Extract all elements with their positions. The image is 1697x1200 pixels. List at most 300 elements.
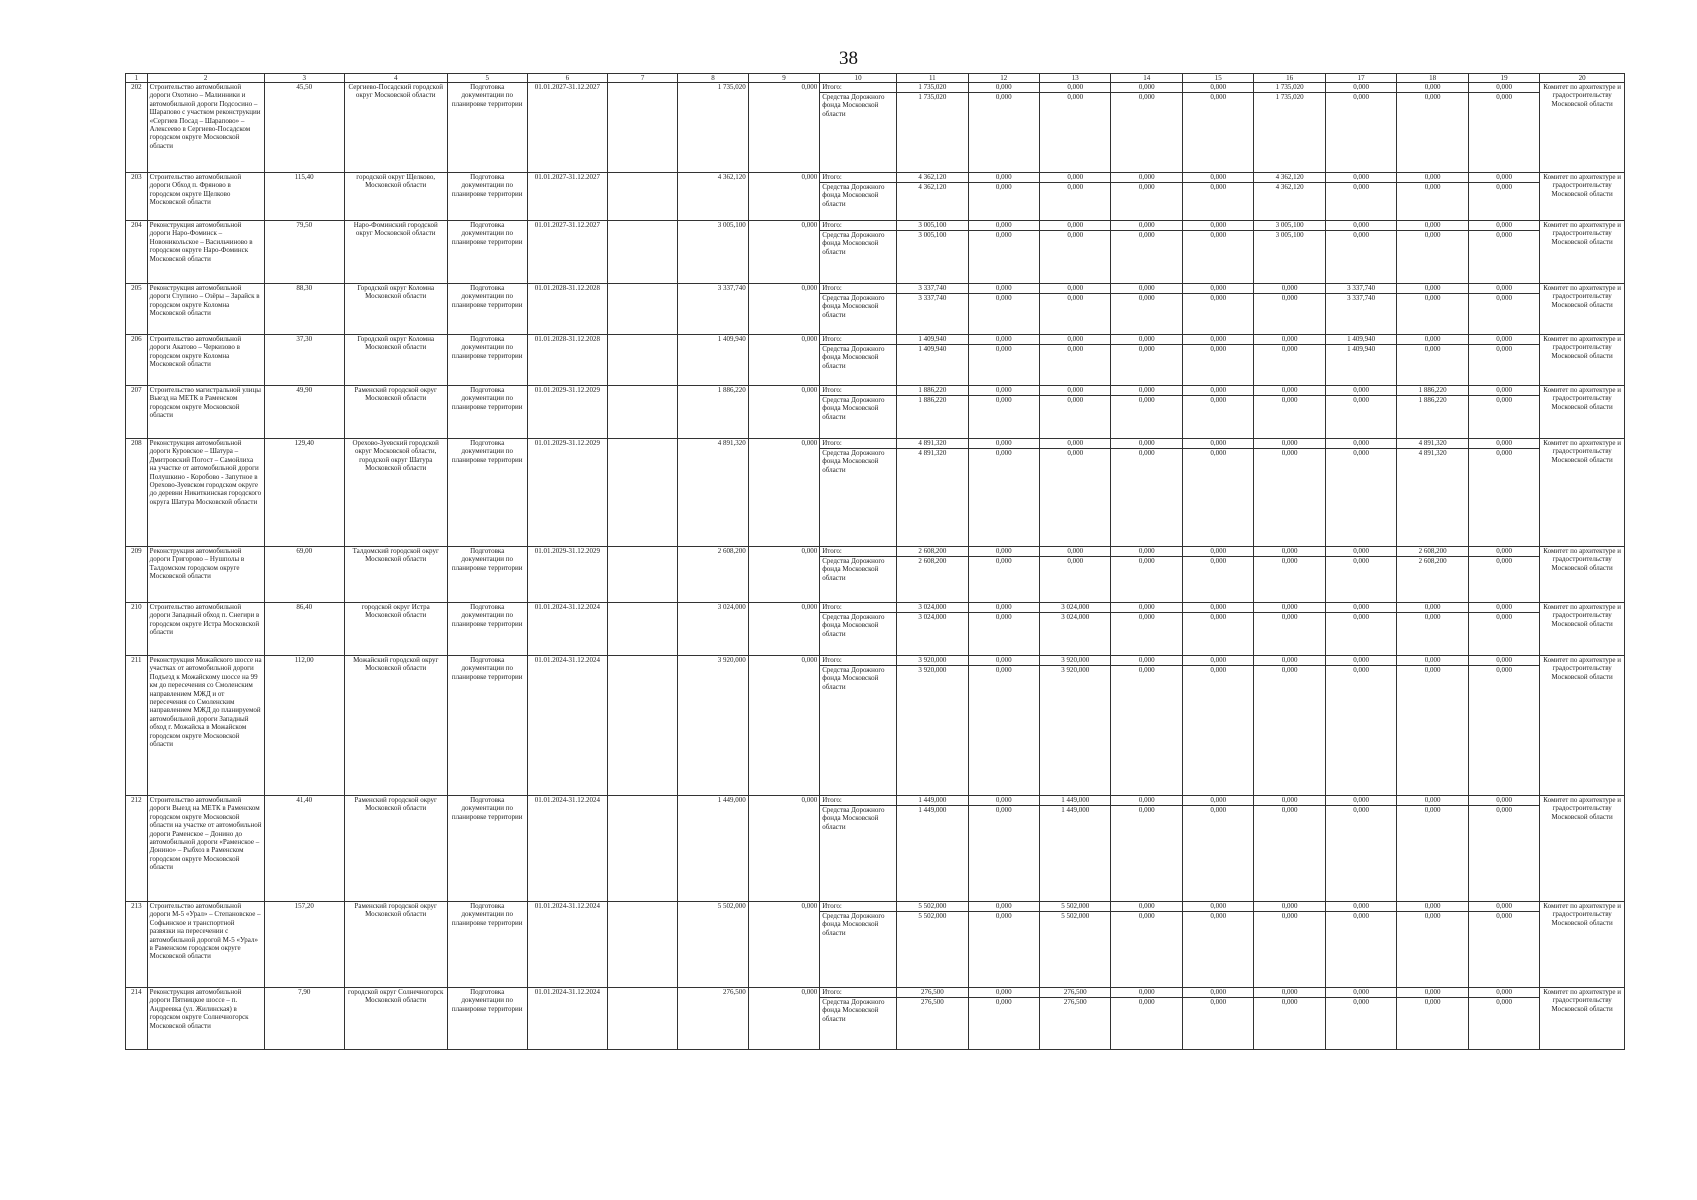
column-number-2: 2 xyxy=(147,74,264,83)
year-amount-14 xyxy=(1111,83,1182,173)
year-amount-17 xyxy=(1325,335,1396,386)
year-amount-15-fund: 0,000 xyxy=(1210,345,1227,353)
year-amount-19 xyxy=(1468,386,1539,439)
funding-source-total: Итого: xyxy=(820,902,896,912)
year-amount-13-fund: 0,000 xyxy=(1067,294,1084,302)
funding-source-total: Итого: xyxy=(820,796,896,806)
object-length: 157,20 xyxy=(264,902,344,988)
year-amount-11 xyxy=(897,386,968,439)
funding-source-fund: Средства Дорожного фонда Московской области xyxy=(822,396,885,421)
year-amount-19 xyxy=(1468,603,1539,656)
year-amount-16-fund: 3 005,100 xyxy=(1275,231,1304,239)
year-amount-11-total: 4 891,320 xyxy=(897,439,967,449)
year-amount-13 xyxy=(1040,221,1111,284)
table-row xyxy=(126,902,1625,988)
year-amount-15-fund: 0,000 xyxy=(1210,806,1227,814)
year-amount-11-total: 1 735,020 xyxy=(897,83,967,93)
municipality: Орехово-Зуевский городской округ Московской области, городской округ Шатура Московской области xyxy=(344,439,447,547)
year-amount-17-fund: 0,000 xyxy=(1353,396,1369,404)
year-amount-17-total: 0,000 xyxy=(1326,796,1396,806)
year-amount-14-fund: 0,000 xyxy=(1138,557,1155,565)
column-9: 0,000 xyxy=(748,439,819,547)
object-name: Строительство автомобильной дороги Акатово – Черкизово в городском округе Коломна Московской области xyxy=(147,335,264,386)
year-amount-12-fund: 0,000 xyxy=(995,294,1012,302)
year-amount-12-fund: 0,000 xyxy=(995,231,1012,239)
funding-source-total: Итого: xyxy=(820,83,896,93)
column-number-11: 11 xyxy=(897,74,968,83)
object-length: 88,30 xyxy=(264,284,344,335)
year-amount-13-total: 0,000 xyxy=(1040,386,1110,396)
column-9: 0,000 xyxy=(748,221,819,284)
year-amount-19 xyxy=(1468,335,1539,386)
work-stage: Подготовка документации по планировке территории xyxy=(447,221,527,284)
year-amount-19-fund: 0,000 xyxy=(1496,396,1512,404)
year-amount-16 xyxy=(1254,173,1325,221)
year-amount-17-total: 0,000 xyxy=(1326,83,1396,93)
year-amount-14-total: 0,000 xyxy=(1111,83,1181,93)
row-number: 214 xyxy=(126,988,148,1050)
year-amount-19-fund: 0,000 xyxy=(1496,613,1512,621)
year-amount-18-fund: 0,000 xyxy=(1424,998,1441,1006)
year-amount-11-total: 2 608,200 xyxy=(897,547,967,557)
year-amount-19-total: 0,000 xyxy=(1469,221,1539,231)
year-amount-11 xyxy=(897,796,968,902)
funding-source xyxy=(820,83,897,173)
year-amount-16-total: 0,000 xyxy=(1254,284,1324,294)
year-amount-14-total: 0,000 xyxy=(1111,284,1181,294)
object-name: Строительство автомобильной дороги Охотино – Малинники и автомобильной дороги Подсосино – Шарапово с участком реконструкции «Сергиев Посад – Шарапово» – Алексеево в Сергиево-Посадском городском округе Московской области xyxy=(147,83,264,173)
year-amount-15-total: 0,000 xyxy=(1183,547,1253,557)
year-amount-19-total: 0,000 xyxy=(1469,902,1539,912)
year-amount-18-fund: 1 886,220 xyxy=(1418,396,1447,404)
responsible-executor: Комитет по архитектуре и градостроительству Московской области xyxy=(1540,173,1625,221)
year-amount-13-fund: 276,500 xyxy=(1063,998,1087,1006)
year-amount-16-fund: 0,000 xyxy=(1281,449,1298,457)
year-amount-17-total: 0,000 xyxy=(1326,439,1396,449)
year-amount-14-fund: 0,000 xyxy=(1138,998,1155,1006)
object-name: Строительство автомобильной дороги Западный обход п. Снегири в городском округе Истра Московской области xyxy=(147,603,264,656)
year-amount-13-fund: 0,000 xyxy=(1067,557,1084,565)
year-amount-14 xyxy=(1111,173,1182,221)
year-amount-16-fund: 0,000 xyxy=(1281,998,1298,1006)
year-amount-15 xyxy=(1182,221,1253,284)
year-amount-11-fund: 3 024,000 xyxy=(918,613,947,621)
row-number: 208 xyxy=(126,439,148,547)
municipality: Сергиево-Посадский городской округ Московской области xyxy=(344,83,447,173)
year-amount-18-total: 4 891,320 xyxy=(1397,439,1467,449)
year-amount-13 xyxy=(1040,988,1111,1050)
year-amount-15-fund: 0,000 xyxy=(1210,998,1227,1006)
column-number-10: 10 xyxy=(820,74,897,83)
year-amount-17-total: 0,000 xyxy=(1326,547,1396,557)
year-amount-14-total: 0,000 xyxy=(1111,386,1181,396)
year-amount-14 xyxy=(1111,988,1182,1050)
year-amount-19 xyxy=(1468,284,1539,335)
work-period: 01.01.2029-31.12.2029 xyxy=(527,547,607,603)
year-amount-15 xyxy=(1182,173,1253,221)
year-amount-17 xyxy=(1325,902,1396,988)
year-amount-12 xyxy=(968,988,1039,1050)
column-7 xyxy=(607,386,677,439)
funding-source xyxy=(820,439,897,547)
column-7 xyxy=(607,988,677,1050)
year-amount-12-total: 0,000 xyxy=(969,386,1039,396)
work-period: 01.01.2029-31.12.2029 xyxy=(527,439,607,547)
municipality: Талдомский городской округ Московской области xyxy=(344,547,447,603)
year-amount-19-total: 0,000 xyxy=(1469,796,1539,806)
year-amount-17-fund: 0,000 xyxy=(1353,806,1369,814)
responsible-executor: Комитет по архитектуре и градостроительству Московской области xyxy=(1540,221,1625,284)
year-amount-16-total: 0,000 xyxy=(1254,656,1324,666)
column-number-8: 8 xyxy=(678,74,748,83)
year-amount-16-fund: 0,000 xyxy=(1281,666,1298,674)
funding-source-fund: Средства Дорожного фонда Московской области xyxy=(822,345,885,370)
year-amount-11-fund: 1 449,000 xyxy=(918,806,947,814)
work-period: 01.01.2029-31.12.2029 xyxy=(527,386,607,439)
year-amount-18-total: 0,000 xyxy=(1397,284,1467,294)
year-amount-14 xyxy=(1111,284,1182,335)
funding-source-fund: Средства Дорожного фонда Московской области xyxy=(822,912,885,937)
funding-source xyxy=(820,603,897,656)
column-7 xyxy=(607,221,677,284)
year-amount-18-total: 0,000 xyxy=(1397,173,1467,183)
year-amount-14 xyxy=(1111,335,1182,386)
year-amount-17 xyxy=(1325,796,1396,902)
column-9: 0,000 xyxy=(748,173,819,221)
estimated-cost: 1 886,220 xyxy=(678,386,748,439)
year-amount-13 xyxy=(1040,656,1111,796)
year-amount-15-fund: 0,000 xyxy=(1210,183,1227,191)
responsible-executor: Комитет по архитектуре и градостроительству Московской области xyxy=(1540,902,1625,988)
year-amount-19-total: 0,000 xyxy=(1469,988,1539,998)
work-stage: Подготовка документации по планировке территории xyxy=(447,173,527,221)
year-amount-14 xyxy=(1111,656,1182,796)
work-period: 01.01.2027-31.12.2027 xyxy=(527,83,607,173)
year-amount-16 xyxy=(1254,386,1325,439)
year-amount-19 xyxy=(1468,656,1539,796)
year-amount-14-total: 0,000 xyxy=(1111,173,1181,183)
year-amount-12-total: 0,000 xyxy=(969,902,1039,912)
funding-source xyxy=(820,386,897,439)
column-number-1: 1 xyxy=(126,74,148,83)
year-amount-15-total: 0,000 xyxy=(1183,335,1253,345)
year-amount-16-total: 0,000 xyxy=(1254,439,1324,449)
row-number: 210 xyxy=(126,603,148,656)
year-amount-15 xyxy=(1182,335,1253,386)
work-period: 01.01.2027-31.12.2027 xyxy=(527,173,607,221)
year-amount-12-total: 0,000 xyxy=(969,796,1039,806)
year-amount-18-total: 0,000 xyxy=(1397,902,1467,912)
year-amount-12-total: 0,000 xyxy=(969,284,1039,294)
year-amount-11 xyxy=(897,656,968,796)
work-period: 01.01.2024-31.12.2024 xyxy=(527,988,607,1050)
year-amount-13 xyxy=(1040,902,1111,988)
column-7 xyxy=(607,656,677,796)
year-amount-12-total: 0,000 xyxy=(969,173,1039,183)
column-7 xyxy=(607,603,677,656)
year-amount-13 xyxy=(1040,83,1111,173)
responsible-executor: Комитет по архитектуре и градостроительству Московской области xyxy=(1540,656,1625,796)
funding-source xyxy=(820,902,897,988)
work-stage: Подготовка документации по планировке территории xyxy=(447,386,527,439)
year-amount-14-fund: 0,000 xyxy=(1138,912,1155,920)
year-amount-17-total: 0,000 xyxy=(1326,386,1396,396)
year-amount-15-total: 0,000 xyxy=(1183,603,1253,613)
year-amount-14-fund: 0,000 xyxy=(1138,183,1155,191)
year-amount-17-total: 0,000 xyxy=(1326,988,1396,998)
work-stage: Подготовка документации по планировке территории xyxy=(447,988,527,1050)
table-row xyxy=(126,439,1625,547)
year-amount-15 xyxy=(1182,386,1253,439)
year-amount-16-total: 0,000 xyxy=(1254,547,1324,557)
year-amount-12 xyxy=(968,284,1039,335)
column-9: 0,000 xyxy=(748,83,819,173)
year-amount-12 xyxy=(968,386,1039,439)
year-amount-16-fund: 1 735,020 xyxy=(1275,93,1304,101)
year-amount-13-total: 276,500 xyxy=(1040,988,1110,998)
column-number-18: 18 xyxy=(1397,74,1468,83)
year-amount-18 xyxy=(1397,796,1468,902)
table-row xyxy=(126,796,1625,902)
year-amount-18 xyxy=(1397,902,1468,988)
estimated-cost: 3 337,740 xyxy=(678,284,748,335)
responsible-executor: Комитет по архитектуре и градостроительству Московской области xyxy=(1540,439,1625,547)
year-amount-11-total: 3 337,740 xyxy=(897,284,967,294)
year-amount-16-fund: 0,000 xyxy=(1281,396,1298,404)
estimated-cost: 1 409,940 xyxy=(678,335,748,386)
year-amount-19-fund: 0,000 xyxy=(1496,345,1512,353)
year-amount-16-total: 3 005,100 xyxy=(1254,221,1324,231)
year-amount-19 xyxy=(1468,902,1539,988)
year-amount-18-fund: 0,000 xyxy=(1424,294,1441,302)
table-row xyxy=(126,83,1625,173)
year-amount-13-fund: 0,000 xyxy=(1067,93,1084,101)
estimated-cost: 3 005,100 xyxy=(678,221,748,284)
column-number-19: 19 xyxy=(1468,74,1539,83)
year-amount-17-fund: 0,000 xyxy=(1353,183,1369,191)
year-amount-13-total: 3 920,000 xyxy=(1040,656,1110,666)
column-9: 0,000 xyxy=(748,284,819,335)
object-length: 69,00 xyxy=(264,547,344,603)
work-period: 01.01.2028-31.12.2028 xyxy=(527,335,607,386)
year-amount-19-total: 0,000 xyxy=(1469,547,1539,557)
year-amount-19-fund: 0,000 xyxy=(1496,231,1512,239)
year-amount-12-total: 0,000 xyxy=(969,547,1039,557)
year-amount-17 xyxy=(1325,656,1396,796)
year-amount-18-fund: 0,000 xyxy=(1424,613,1441,621)
year-amount-17 xyxy=(1325,386,1396,439)
year-amount-16 xyxy=(1254,603,1325,656)
year-amount-14-fund: 0,000 xyxy=(1138,806,1155,814)
column-number-14: 14 xyxy=(1111,74,1182,83)
year-amount-11-fund: 4 362,120 xyxy=(918,183,947,191)
year-amount-13-fund: 0,000 xyxy=(1067,449,1084,457)
year-amount-13-total: 0,000 xyxy=(1040,83,1110,93)
funding-source-fund: Средства Дорожного фонда Московской области xyxy=(822,557,885,582)
work-stage: Подготовка документации по планировке территории xyxy=(447,603,527,656)
year-amount-14-total: 0,000 xyxy=(1111,439,1181,449)
year-amount-17-total: 0,000 xyxy=(1326,221,1396,231)
year-amount-15-total: 0,000 xyxy=(1183,221,1253,231)
year-amount-13-total: 3 024,000 xyxy=(1040,603,1110,613)
estimated-cost: 276,500 xyxy=(678,988,748,1050)
column-number-3: 3 xyxy=(264,74,344,83)
year-amount-15 xyxy=(1182,902,1253,988)
year-amount-16-fund: 0,000 xyxy=(1281,294,1298,302)
year-amount-13-fund: 0,000 xyxy=(1067,396,1084,404)
column-number-20: 20 xyxy=(1540,74,1625,83)
year-amount-16-total: 0,000 xyxy=(1254,988,1324,998)
year-amount-18-fund: 0,000 xyxy=(1424,666,1441,674)
year-amount-18-fund: 0,000 xyxy=(1424,93,1441,101)
year-amount-15-fund: 0,000 xyxy=(1210,666,1227,674)
year-amount-16-total: 0,000 xyxy=(1254,796,1324,806)
row-number: 203 xyxy=(126,173,148,221)
year-amount-12-fund: 0,000 xyxy=(995,449,1012,457)
year-amount-17-fund: 0,000 xyxy=(1353,557,1369,565)
year-amount-18 xyxy=(1397,386,1468,439)
year-amount-18 xyxy=(1397,656,1468,796)
year-amount-12-fund: 0,000 xyxy=(995,613,1012,621)
year-amount-17 xyxy=(1325,988,1396,1050)
responsible-executor: Комитет по архитектуре и градостроительству Московской области xyxy=(1540,335,1625,386)
column-number-4: 4 xyxy=(344,74,447,83)
object-name: Строительство автомобильной дороги М-5 «Урал» – Степановское – Софьинское и транспортной развязки на пересечении с автомобильной дорогой М-5 «Урал» в Раменском городском округе Московской области xyxy=(147,902,264,988)
year-amount-19 xyxy=(1468,173,1539,221)
year-amount-19-total: 0,000 xyxy=(1469,83,1539,93)
year-amount-19 xyxy=(1468,83,1539,173)
year-amount-15 xyxy=(1182,83,1253,173)
row-number: 202 xyxy=(126,83,148,173)
year-amount-17-fund: 3 337,740 xyxy=(1347,294,1376,302)
year-amount-12 xyxy=(968,221,1039,284)
responsible-executor: Комитет по архитектуре и градостроительству Московской области xyxy=(1540,284,1625,335)
year-amount-19-total: 0,000 xyxy=(1469,335,1539,345)
year-amount-19-total: 0,000 xyxy=(1469,284,1539,294)
work-stage: Подготовка документации по планировке территории xyxy=(447,547,527,603)
year-amount-12 xyxy=(968,335,1039,386)
year-amount-11 xyxy=(897,902,968,988)
year-amount-14-fund: 0,000 xyxy=(1138,93,1155,101)
year-amount-18-total: 0,000 xyxy=(1397,83,1467,93)
year-amount-11-total: 276,500 xyxy=(897,988,967,998)
row-number: 213 xyxy=(126,902,148,988)
table-row xyxy=(126,221,1625,284)
object-name: Реконструкция автомобильной дороги Пятницкое шоссе – п. Андреевка (ул. Жилинская) в городском округе Солнечногорск Московской области xyxy=(147,988,264,1050)
year-amount-13-fund: 3 920,000 xyxy=(1061,666,1090,674)
object-name: Реконструкция автомобильной дороги Куровское – Шатура – Дмитровский Погост – Самойлиха на участке от автомобильной дороги Полушкино - Коробово - Запутное в Орехово-Зуевском городском округе до деревни Никиткинская городского округа Шатура Московской области xyxy=(147,439,264,547)
row-number: 205 xyxy=(126,284,148,335)
funding-source-total: Итого: xyxy=(820,221,896,231)
funding-source xyxy=(820,796,897,902)
funding-source-total: Итого: xyxy=(820,547,896,557)
year-amount-19-fund: 0,000 xyxy=(1496,93,1512,101)
year-amount-18-total: 2 608,200 xyxy=(1397,547,1467,557)
year-amount-15-fund: 0,000 xyxy=(1210,231,1227,239)
municipality: Можайский городской округ Московской области xyxy=(344,656,447,796)
year-amount-17 xyxy=(1325,173,1396,221)
year-amount-18-total: 1 886,220 xyxy=(1397,386,1467,396)
year-amount-16 xyxy=(1254,221,1325,284)
year-amount-17-total: 3 337,740 xyxy=(1326,284,1396,294)
year-amount-12 xyxy=(968,173,1039,221)
funding-source-fund: Средства Дорожного фонда Московской области xyxy=(822,666,885,691)
municipality: Раменский городской округ Московской области xyxy=(344,902,447,988)
column-number-6: 6 xyxy=(527,74,607,83)
year-amount-18 xyxy=(1397,173,1468,221)
column-number-7: 7 xyxy=(607,74,677,83)
object-length: 37,30 xyxy=(264,335,344,386)
year-amount-17-total: 0,000 xyxy=(1326,656,1396,666)
year-amount-16 xyxy=(1254,656,1325,796)
funding-source-fund: Средства Дорожного фонда Московской области xyxy=(822,294,885,319)
work-period: 01.01.2024-31.12.2024 xyxy=(527,656,607,796)
work-stage: Подготовка документации по планировке территории xyxy=(447,335,527,386)
year-amount-11-total: 5 502,000 xyxy=(897,902,967,912)
year-amount-11-total: 4 362,120 xyxy=(897,173,967,183)
funding-source-total: Итого: xyxy=(820,386,896,396)
column-7 xyxy=(607,902,677,988)
year-amount-12 xyxy=(968,439,1039,547)
year-amount-19-fund: 0,000 xyxy=(1496,183,1512,191)
year-amount-13 xyxy=(1040,603,1111,656)
year-amount-12-total: 0,000 xyxy=(969,83,1039,93)
year-amount-16-fund: 0,000 xyxy=(1281,613,1298,621)
year-amount-13-fund: 1 449,000 xyxy=(1061,806,1090,814)
funding-source-fund: Средства Дорожного фонда Московской области xyxy=(822,231,885,256)
year-amount-11-fund: 3 005,100 xyxy=(918,231,947,239)
year-amount-17-total: 1 409,940 xyxy=(1326,335,1396,345)
year-amount-16 xyxy=(1254,988,1325,1050)
work-stage: Подготовка документации по планировке территории xyxy=(447,902,527,988)
year-amount-19-total: 0,000 xyxy=(1469,386,1539,396)
estimated-cost: 4 891,320 xyxy=(678,439,748,547)
column-7 xyxy=(607,335,677,386)
column-9: 0,000 xyxy=(748,902,819,988)
year-amount-15-fund: 0,000 xyxy=(1210,912,1227,920)
funding-source xyxy=(820,173,897,221)
year-amount-18-fund: 0,000 xyxy=(1424,345,1441,353)
column-7 xyxy=(607,83,677,173)
year-amount-15-total: 0,000 xyxy=(1183,284,1253,294)
work-stage: Подготовка документации по планировке территории xyxy=(447,796,527,902)
estimated-cost: 3 920,000 xyxy=(678,656,748,796)
page-number: 38 xyxy=(839,48,858,69)
funding-source xyxy=(820,221,897,284)
year-amount-11-fund: 4 891,320 xyxy=(918,449,947,457)
year-amount-13-fund: 0,000 xyxy=(1067,345,1084,353)
year-amount-18 xyxy=(1397,547,1468,603)
object-length: 115,40 xyxy=(264,173,344,221)
object-length: 49,90 xyxy=(264,386,344,439)
column-9: 0,000 xyxy=(748,547,819,603)
object-name: Реконструкция Можайского шоссе на участках от автомобильной дороги Подъезд к Можайскому шоссе на 99 км до пересечения со Смоленским направлением МЖД и от пересечения со Смоленским направлением МЖД до планируемой автомобильной дороги Западный обход г. Можайска в Можайском городском округе Московской области xyxy=(147,656,264,796)
year-amount-12-fund: 0,000 xyxy=(995,666,1012,674)
year-amount-18 xyxy=(1397,603,1468,656)
column-7 xyxy=(607,547,677,603)
year-amount-18-fund: 0,000 xyxy=(1424,231,1441,239)
year-amount-13 xyxy=(1040,547,1111,603)
year-amount-13-total: 0,000 xyxy=(1040,439,1110,449)
column-9: 0,000 xyxy=(748,988,819,1050)
year-amount-12 xyxy=(968,656,1039,796)
year-amount-19-total: 0,000 xyxy=(1469,656,1539,666)
year-amount-17-total: 0,000 xyxy=(1326,902,1396,912)
year-amount-16-fund: 0,000 xyxy=(1281,912,1298,920)
municipality: Наро-Фоминский городской округ Московской области xyxy=(344,221,447,284)
year-amount-15 xyxy=(1182,603,1253,656)
year-amount-11 xyxy=(897,335,968,386)
